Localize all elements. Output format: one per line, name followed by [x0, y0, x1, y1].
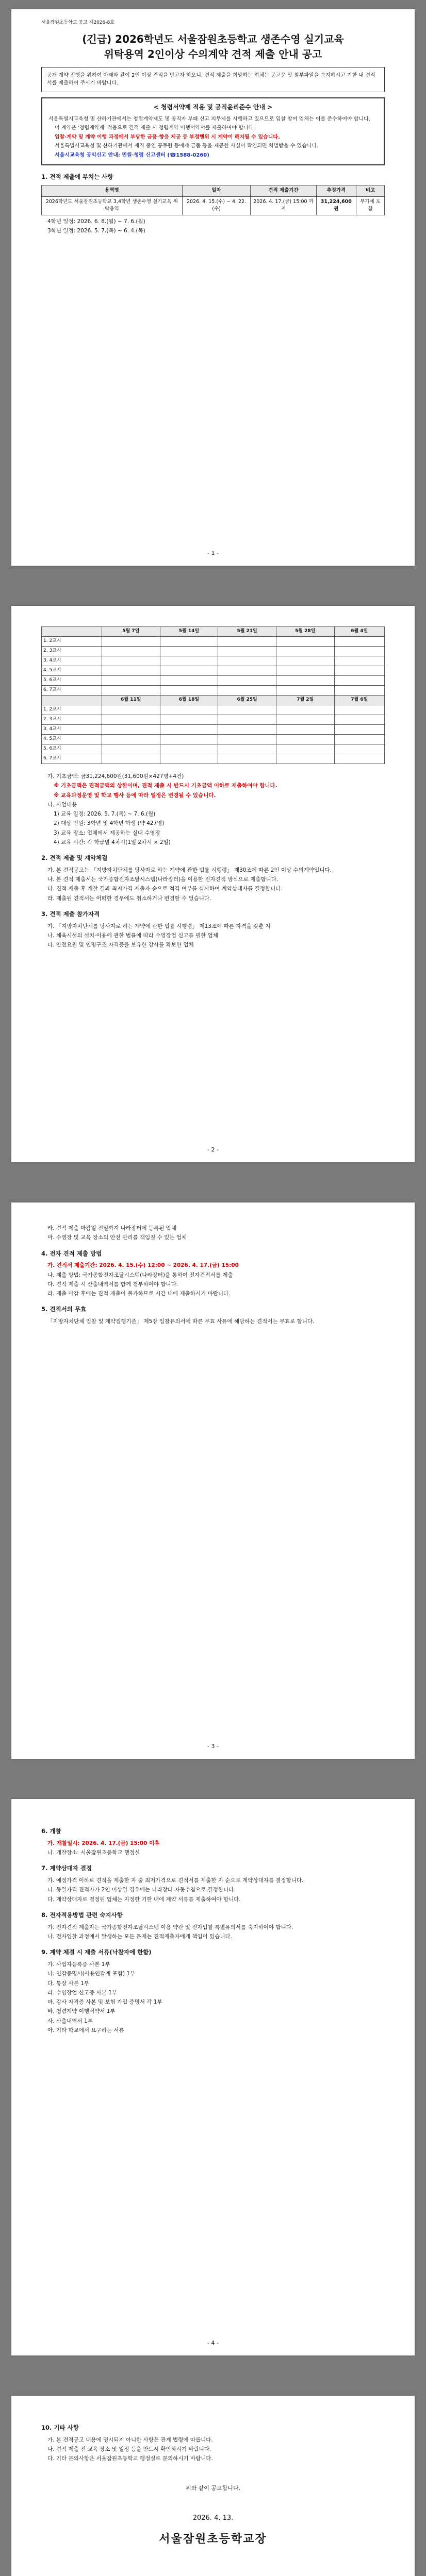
calendar-cell — [160, 637, 218, 647]
section-heading: 9. 계약 체결 시 제출 서류(낙찰자에 한함) — [41, 1948, 152, 1956]
section-text: 다. 기타 문의사항은 서울잠원초등학교 행정실로 문의하시기 바랍니다. — [47, 2455, 213, 2462]
calendar-cell — [218, 666, 276, 676]
section-heading: 3. 견적 제출 참가자격 — [41, 910, 100, 918]
schedule-calendar-table — [41, 626, 385, 764]
intro-box: 공개 계약 진행을 위하여 아래와 같이 2인 이상 견적을 받고자 하오니, 견적 제출을 희망하는 업체는 공고문 및 첨부파일을 숙지하시고 기한 내 견적서를 제출하여 주시기 바랍니다. — [41, 67, 385, 92]
ethics-notice-text: 서울특별시교육청 및 산하기관에서는 청렴계약제도 및 공직자 부패 신고 의무제를 시행하고 있으므로 입찰 참여 업체는 이를 준수하여야 합니다. — [48, 116, 370, 122]
section-text: 나. 전자입찰 과정에서 발생하는 모든 문제는 견적제출자에게 책임이 있습니다. — [47, 1934, 232, 1940]
table-cell: 31,224,600원 — [316, 196, 356, 215]
section-text: 다. 계약상대자로 결정된 업체는 지정한 기한 내에 계약 서류를 제출하여야 합니다. — [47, 1896, 241, 1903]
calendar-date-header: 5월 21일 — [218, 627, 276, 637]
table-header: 용역명 — [42, 185, 183, 196]
calendar-date-header: 5월 28일 — [276, 627, 334, 637]
doc-list-item: 라. 수영장업 신고증 사본 1부 — [47, 1989, 117, 1996]
calendar-cell — [334, 656, 384, 666]
document-page-1 — [11, 9, 415, 566]
page-number: - 1 - — [207, 550, 219, 556]
section-text: 가. 본 견적공고 내용에 명시되지 아니한 사항은 관계 법령에 따릅니다. — [47, 2436, 213, 2443]
document-page-4 — [11, 1799, 415, 2355]
calendar-cell — [218, 676, 276, 686]
opening-date: 가. 개찰일시: 2026. 4. 17.(금) 15:00 이후 — [47, 1840, 160, 1846]
calendar-cell — [218, 656, 276, 666]
calendar-cell — [334, 705, 384, 715]
doc-list-item: 가. 사업자등록증 사본 1부 — [47, 1961, 110, 1968]
content-item: 4) 교육 시간: 각 학급별 4차시(1일 2차시 × 2일) — [54, 839, 171, 845]
calendar-corner — [42, 696, 102, 705]
section-text: 다. 견적 제출 시 산출내역서를 함께 첨부하여야 합니다. — [47, 1281, 178, 1287]
calendar-cell — [276, 754, 334, 764]
calendar-cell — [276, 725, 334, 735]
calendar-cell — [276, 744, 334, 754]
section-heading: 10. 기타 사항 — [41, 2424, 79, 2431]
document-page-5 — [11, 2396, 415, 2576]
calendar-row-label: 1. 2교시 — [42, 705, 102, 715]
doc-list-item: 마. 강사 자격증 사본 및 보험 가입 증명서 각 1부 — [47, 1999, 162, 2006]
calendar-cell — [160, 744, 218, 754]
section-text: 나. 동일가격 견적자가 2인 이상일 경우에는 나라장터 자동추첨으로 결정합니다. — [47, 1887, 236, 1893]
calendar-cell — [276, 705, 334, 715]
calendar-cell — [160, 666, 218, 676]
doc-list-item: 바. 청렴계약 이행서약서 1부 — [47, 2008, 116, 2015]
section-heading: 7. 계약상대자 결정 — [41, 1865, 92, 1872]
calendar-cell — [276, 735, 334, 744]
calendar-date-header: 5월 7일 — [102, 627, 160, 637]
section-text: 나. 체육시설의 설치·이용에 관한 법률에 따라 수영장업 신고를 필한 업체 — [47, 933, 218, 939]
calendar-cell — [102, 715, 160, 725]
calendar-cell — [102, 705, 160, 715]
calendar-cell — [160, 715, 218, 725]
calendar-cell — [160, 754, 218, 764]
calendar-cell — [334, 666, 384, 676]
ethics-notice-box — [41, 97, 385, 165]
section-heading: 5. 견적서의 무효 — [41, 1306, 87, 1313]
base-price-line: 가. 기초금액: 금31,224,600원(31,600원×427명+4건) — [47, 773, 184, 779]
calendar-cell — [276, 686, 334, 696]
notice-bullet: 입찰·계약 및 계약 이행 과정에서 부당한 금품·향응 제공 등 부정행위 시 계약이 해지될 수 있습니다. — [55, 134, 280, 140]
document-page-3 — [11, 1202, 415, 1759]
calendar-cell — [160, 735, 218, 744]
calendar-cell — [276, 656, 334, 666]
calendar-cell — [218, 705, 276, 715]
section-heading: 1. 견적 제출에 부치는 사항 — [41, 173, 113, 181]
calendar-cell — [102, 666, 160, 676]
school-principal-signature: 서울잠원초등학교장 — [159, 2532, 267, 2546]
calendar-date-header: 7월 2일 — [276, 696, 334, 705]
calendar-row-label: 3. 4교시 — [42, 725, 102, 735]
table-header: 일자 — [182, 185, 251, 196]
table-cell: 2026. 4. 15.(수) ~ 4. 22.(수) — [182, 196, 251, 215]
calendar-cell — [334, 647, 384, 656]
calendar-date-header: 5월 14일 — [160, 627, 218, 637]
calendar-cell — [334, 715, 384, 725]
doc-list-item: 사. 산출내역서 1부 — [47, 2018, 93, 2024]
calendar-cell — [218, 637, 276, 647]
section-text: 라. 제출된 견적서는 어떠한 경우에도 취소하거나 변경할 수 없습니다. — [47, 895, 211, 902]
section-text: 마. 수영장 및 교육 장소의 안전 관리를 책임질 수 있는 업체 — [47, 1234, 187, 1241]
notice-bullet: 서울시교육청 공익신고 안내: 민원·청렴 신고센터 (☎1588-0260) — [55, 152, 209, 158]
calendar-cell — [334, 686, 384, 696]
calendar-row-label: 4. 5교시 — [42, 666, 102, 676]
calendar-cell — [334, 735, 384, 744]
calendar-cell — [102, 676, 160, 686]
calendar-cell — [102, 735, 160, 744]
page-number: - 4 - — [207, 2340, 219, 2346]
calendar-cell — [334, 637, 384, 647]
section-text: 나. 본 견적 제출서는 국가종합전자조달시스템(나라장터)을 이용한 전자견적 방식으로 제출합니다. — [47, 876, 278, 883]
section-text: 나. 제출 방법: 국가종합전자조달시스템(나라장터)을 통하여 전자견적서를 제출 — [47, 1272, 233, 1278]
calendar-date-header: 6월 25일 — [218, 696, 276, 705]
calendar-cell — [276, 715, 334, 725]
calendar-row-label: 5. 6교시 — [42, 744, 102, 754]
submission-period: 가. 견적서 제출기간: 2026. 4. 15.(수) 12:00 ~ 2026. 4. 17.(금) 15:00 — [47, 1262, 239, 1269]
section-heading: 2. 견적 제출 및 계약체결 — [41, 854, 108, 862]
section-heading: 6. 개찰 — [41, 1827, 61, 1835]
title-line-2: 위탁용역 2인이상 수의계약 견적 제출 안내 공고 — [104, 47, 322, 60]
table-cell: 부가세 포함 — [356, 196, 385, 215]
calendar-cell — [160, 725, 218, 735]
calendar-cell — [160, 705, 218, 715]
closing-text: 위와 같이 공고합니다. — [185, 2484, 241, 2492]
schedule-note: 4학년 일정: 2026. 6. 8.(월) ~ 7. 6.(월) — [47, 218, 145, 225]
section-text: 가. 「지방자치단체를 당사자로 하는 계약에 관한 법률 시행령」 제13조에 따른 자격을 갖춘 자 — [47, 923, 271, 929]
calendar-date-header: 6월 4일 — [334, 627, 384, 637]
calendar-cell — [102, 744, 160, 754]
calendar-row-label: 4. 5교시 — [42, 735, 102, 744]
ethics-notice-title: < 청렴서약제 적용 및 공직윤리준수 안내 > — [153, 103, 273, 111]
doc-list-item: 나. 인감증명서(사용인감계 포함) 1부 — [47, 1971, 136, 1977]
document-page-2 — [11, 606, 415, 1162]
section-text: 나. 견적 제출 전 교육 장소 및 일정 등을 반드시 확인하시기 바랍니다. — [47, 2446, 211, 2453]
calendar-cell — [276, 637, 334, 647]
base-price-note: ※ 기초금액은 견적금액의 상한이며, 견적 제출 시 반드시 기초금액 이하로 제출하여야 합니다. — [54, 783, 277, 789]
schedule-change-note: ※ 교육과정운영 및 학교 행사 등에 따라 일정은 변경될 수 있습니다. — [54, 792, 216, 799]
calendar-cell — [334, 725, 384, 735]
calendar-cell — [218, 686, 276, 696]
section-heading: 4. 전자 견적 제출 방법 — [41, 1249, 102, 1257]
calendar-row-label: 3. 4교시 — [42, 656, 102, 666]
title-line-1: (긴급) 2026학년도 서울잠원초등학교 생존수영 실기교육 — [82, 32, 344, 45]
calendar-row-label: 2. 3교시 — [42, 715, 102, 725]
calendar-row-label: 6. 7교시 — [42, 686, 102, 696]
calendar-row-label: 2. 3교시 — [42, 647, 102, 656]
section-text: 라. 견적 제출 마감일 전일까지 나라장터에 등록된 업체 — [47, 1225, 176, 1231]
notice-bullet: 서울특별시교육청 및 산하기관에서 재직 중인 공무원 등에게 금품 등을 제공한 사실이 확인되면 처벌받을 수 있습니다. — [55, 143, 319, 149]
calendar-corner — [42, 627, 102, 637]
page-number: - 2 - — [207, 1146, 219, 1153]
calendar-cell — [334, 676, 384, 686]
calendar-cell — [276, 666, 334, 676]
calendar-cell — [102, 656, 160, 666]
section-text: 라. 제출 마감 후에는 견적 제출이 불가하므로 시간 내에 제출하시기 바랍니다. — [47, 1291, 231, 1297]
doc-list-item: 아. 기타 학교에서 요구하는 서류 — [47, 2027, 124, 2033]
content-item: 2) 대상 인원: 3학년 및 4학년 학생 (약 427명) — [54, 820, 165, 827]
page-title — [41, 32, 385, 62]
calendar-cell — [218, 725, 276, 735]
document-number: 서울잠원초등학교 공고 제2026-8호 — [41, 20, 114, 25]
section-text: 「지방자치단체 입찰 및 계약집행기준」 제5장 입찰유의서에 따른 무효 사유에 해당하는 견적서는 무효로 합니다. — [47, 1318, 315, 1325]
calendar-date-header: 7월 6일 — [334, 696, 384, 705]
notice-bullet: 이 계약은 '청렴계약제' 적용으로 견적 제출 시 청렴계약 이행서약서를 제출하여야 합니다. — [55, 125, 255, 131]
calendar-row-label: 5. 6교시 — [42, 676, 102, 686]
calendar-cell — [102, 637, 160, 647]
calendar-date-header: 6월 11일 — [102, 696, 160, 705]
section-text: 다. 견적 제출 후 개찰 결과 최저가격 제출자 순으로 적격 여부를 심사하여 계약상대자를 결정합니다. — [47, 886, 283, 892]
bid-summary-table — [41, 185, 385, 215]
table-header: 비고 — [356, 185, 385, 196]
content-heading: 나. 사업내용 — [47, 801, 77, 808]
table-header: 견적 제출기간 — [251, 185, 316, 196]
calendar-row-label: 1. 2교시 — [42, 637, 102, 647]
section-heading: 8. 전자적용방법 관련 숙지사항 — [41, 1911, 123, 1919]
calendar-cell — [102, 647, 160, 656]
calendar-cell — [218, 715, 276, 725]
calendar-cell — [102, 686, 160, 696]
section-text: 가. 전자견적 제출자는 국가종합전자조달시스템 이용 약관 및 전자입찰 특별유의서를 숙지하여야 합니다. — [47, 1924, 293, 1930]
calendar-cell — [102, 754, 160, 764]
calendar-cell — [160, 676, 218, 686]
calendar-cell — [334, 744, 384, 754]
table-cell: 2026. 4. 17.(금) 15:00 까지 — [251, 196, 316, 215]
section-text: 가. 본 견적공고는 「지방자치단체를 당사자로 하는 계약에 관한 법률 시행령」 제30조에 따른 2인 이상 수의계약입니다. — [47, 867, 332, 873]
calendar-cell — [276, 676, 334, 686]
calendar-cell — [160, 686, 218, 696]
section-text: 가. 예정가격 이하로 견적을 제출한 자 중 최저가격으로 견적서를 제출한 자 순으로 계약상대자를 결정합니다. — [47, 1877, 304, 1884]
calendar-cell — [160, 647, 218, 656]
calendar-cell — [218, 735, 276, 744]
schedule-note: 3학년 일정: 2026. 5. 7.(목) ~ 6. 4.(목) — [47, 228, 145, 234]
announcement-date: 2026. 4. 13. — [192, 2514, 234, 2522]
calendar-cell — [218, 744, 276, 754]
table-header: 추정가격 — [316, 185, 356, 196]
calendar-cell — [218, 754, 276, 764]
calendar-cell — [160, 656, 218, 666]
calendar-date-header: 6월 18일 — [160, 696, 218, 705]
section-text: 나. 개찰장소: 서울잠원초등학교 행정실 — [47, 1850, 140, 1856]
calendar-cell — [102, 725, 160, 735]
content-item: 3) 교육 장소: 업체에서 제공하는 실내 수영장 — [54, 829, 160, 836]
table-cell: 2026학년도 서울잠원초등학교 3,4학년 생존수영 실기교육 위탁용역 — [42, 196, 183, 215]
section-text: 다. 안전요원 및 인명구조 자격증을 보유한 강사를 확보한 업체 — [47, 942, 194, 948]
calendar-cell — [334, 754, 384, 764]
content-item: 1) 교육 일정: 2026. 5. 7.(목) ~ 7. 6.(월) — [54, 811, 156, 818]
calendar-row-label: 6. 7교시 — [42, 754, 102, 764]
page-number: - 3 - — [207, 1743, 219, 1750]
calendar-cell — [276, 647, 334, 656]
calendar-cell — [218, 647, 276, 656]
doc-list-item: 다. 통장 사본 1부 — [47, 1980, 89, 1987]
